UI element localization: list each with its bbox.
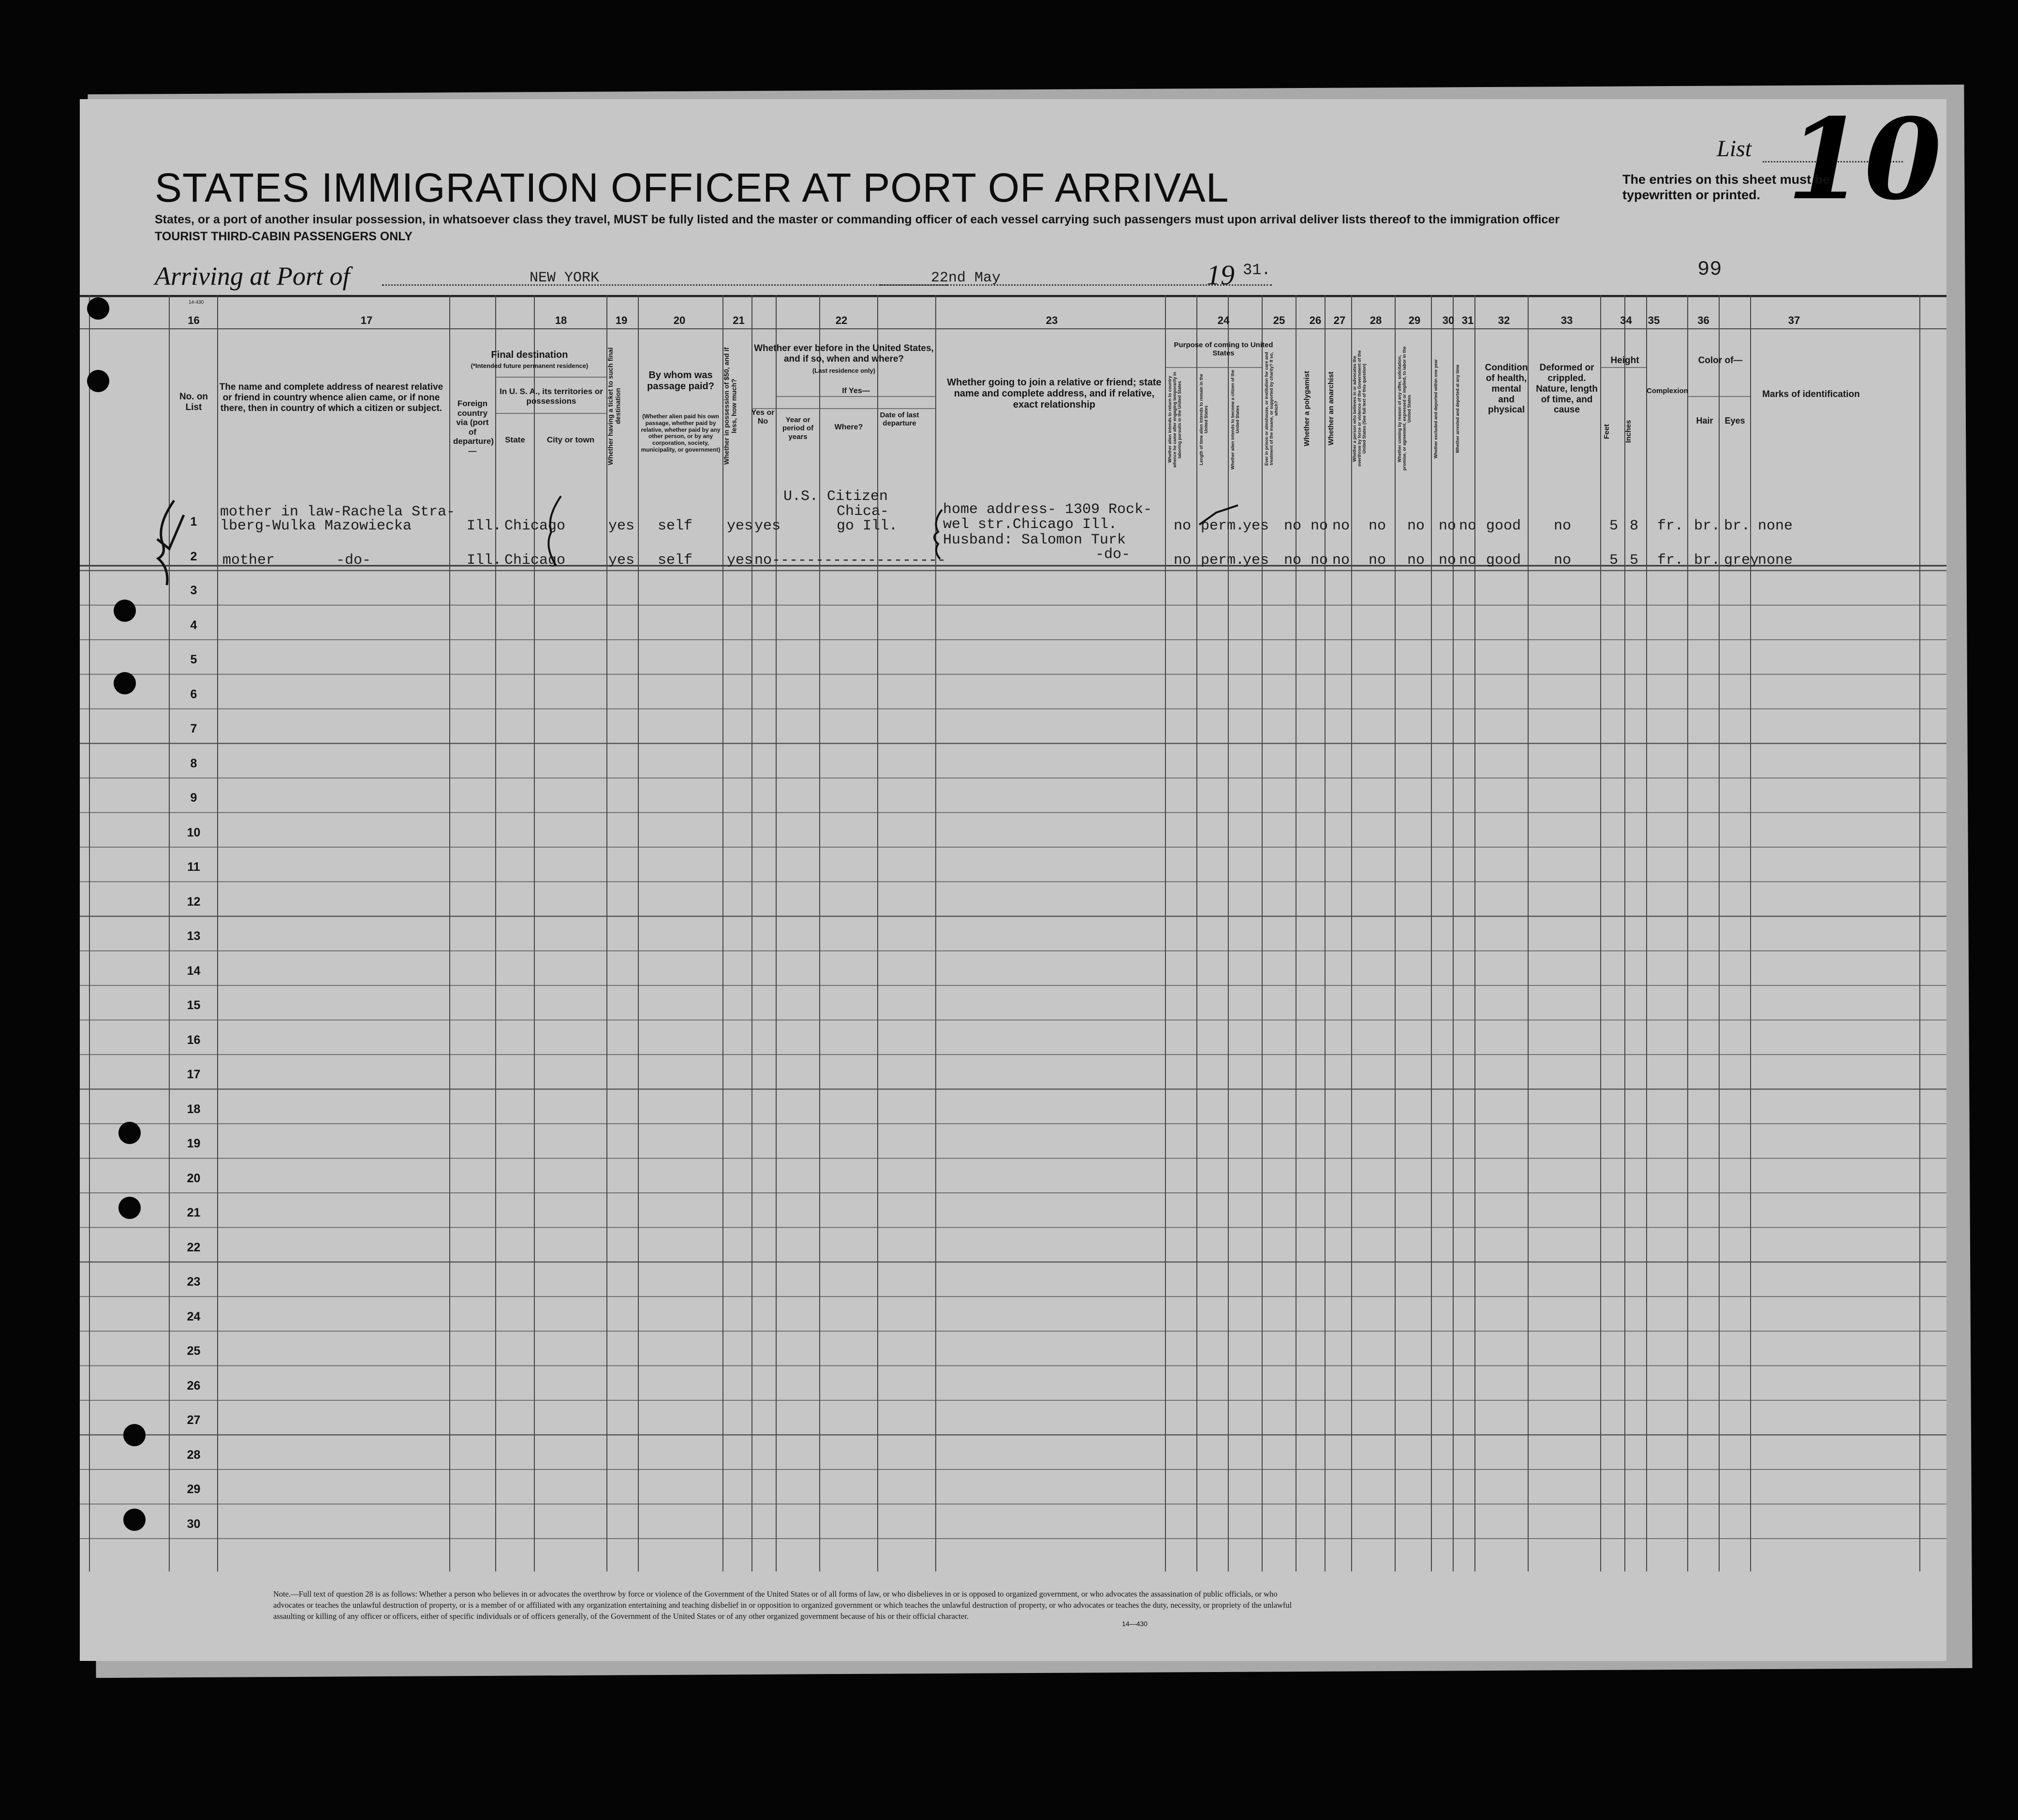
col-19-number: 19 xyxy=(615,314,628,326)
row2-joining-ditto: -do- xyxy=(1095,546,1131,563)
row1-state: Ill. xyxy=(467,518,502,534)
row-number: 13 xyxy=(187,929,201,943)
col-23-number: 23 xyxy=(1046,314,1058,326)
col-color-of: Color of— xyxy=(1698,355,1743,366)
col-deformed: Deformed or crippled. Nature, length of time, and cause xyxy=(1536,363,1598,415)
col-inches: Inches xyxy=(1624,420,1633,443)
row2-joining: Husband: Salomon Turk xyxy=(943,532,1126,548)
col-if-yes: If Yes— xyxy=(842,387,870,395)
col-25-number: 25 xyxy=(1273,314,1285,326)
row2-hair: br. xyxy=(1694,552,1721,569)
col-feet: Feet xyxy=(1603,424,1611,439)
row1-c28: no xyxy=(1369,518,1386,534)
col-arrested: Whether arrested and deported at any time xyxy=(1455,364,1460,453)
row2-feet: 5 xyxy=(1609,552,1619,569)
row2-c30: no xyxy=(1439,552,1457,569)
row2-passage: self xyxy=(658,552,693,569)
col-health: Condition of health, mental and physical xyxy=(1485,363,1528,415)
row1-where-line1: Chica- xyxy=(837,503,889,520)
col-final-destination: Final destination xyxy=(491,350,568,360)
col-complexion: Complexion xyxy=(1647,387,1688,395)
footer-note: Note.—Full text of question 28 is as follows: Whether a person who believes in or advocates the overthrow by force or violence of the Government of the United States or of all forms of law, or who disbelieves in or is opposed to organized government, or who advocates the assassination of public officials, or who advocates or teaches the unlawful destruction of property, or is a member of or affiliated with any organization entertaining and teaching disbelief in or opposition to organized government or which teaches the unlawful destruction of property, or who advocates or teaches the duty, necessity, or propriety of the unlawful assaulting or killing of any officer or officers, either of specific individuals or of officers generally, of the Government of the United States or of any other organized government because of his or their official character. xyxy=(273,1589,1292,1621)
row1-purpose-b: perm. xyxy=(1201,518,1245,534)
class-line: TOURIST THIRD-CABIN PASSENGERS ONLY xyxy=(155,230,412,243)
row1-eyes: br. xyxy=(1724,518,1751,534)
col-relative: The name and complete address of nearest relative or friend in country whence alien came, or if none there, then in country of which a citizen or subject. xyxy=(219,382,443,413)
col-marks: Marks of identification xyxy=(1762,389,1860,399)
col-eyes: Eyes xyxy=(1724,416,1745,426)
row2-c25: no xyxy=(1284,552,1302,569)
row2-deformed: no xyxy=(1554,552,1572,569)
col-37-number: 37 xyxy=(1788,314,1800,326)
col-35-number: 35 xyxy=(1648,314,1660,326)
punch-hole xyxy=(118,1197,141,1219)
manifest-sheet xyxy=(80,99,1946,1661)
row2-c31: no xyxy=(1459,552,1477,569)
row1-relative-line1: mother in law-Rachela Stra- xyxy=(220,504,456,520)
col-offer: Whether coming by reason of any offer, solicitation, promise, or agreement, expressed or implied, to labor in the United States xyxy=(1397,346,1412,471)
row-number: 14 xyxy=(187,964,201,978)
row1-c27: no xyxy=(1332,518,1350,534)
list-number: 10 xyxy=(1787,99,1942,225)
row1-purpose-c: yes xyxy=(1243,518,1269,534)
col-28-number: 28 xyxy=(1370,314,1382,326)
col-money: Whether in possession of $50, and if less, how much? xyxy=(722,347,738,465)
row2-purpose-b: perm. xyxy=(1201,552,1245,569)
entries-note: The entries on this sheet must be typewritten or printed. xyxy=(1622,172,1830,202)
row-number: 19 xyxy=(187,1137,201,1150)
form-id-bottom: 14—430 xyxy=(1122,1620,1148,1628)
row2-relative: mother xyxy=(222,552,275,569)
row1-money: yes xyxy=(727,518,753,534)
row-number: 6 xyxy=(190,687,197,701)
row-number: 16 xyxy=(187,1033,201,1047)
row2-complexion: fr. xyxy=(1657,552,1684,569)
row2-ticket: yes xyxy=(608,552,635,569)
row1-complexion: fr. xyxy=(1657,518,1684,534)
col-no-on-list: No. on List xyxy=(179,392,208,412)
row1-marks: none xyxy=(1758,518,1793,534)
row1-ticket: yes xyxy=(608,518,635,534)
row2-city: Chicago xyxy=(504,552,566,569)
year-suffix: 31. xyxy=(1243,261,1271,279)
check-mark xyxy=(1197,503,1240,532)
punch-hole xyxy=(123,1509,146,1531)
col-29-number: 29 xyxy=(1408,314,1421,326)
col-17-number: 17 xyxy=(360,314,373,326)
col-24-number: 24 xyxy=(1217,314,1230,326)
col-purpose: Purpose of coming to United States xyxy=(1174,341,1273,358)
row-number: 30 xyxy=(187,1517,201,1531)
punch-hole xyxy=(87,370,109,392)
row-number: 10 xyxy=(187,825,201,839)
col-33-number: 33 xyxy=(1561,314,1573,326)
punch-hole xyxy=(114,672,136,694)
col-27-number: 27 xyxy=(1333,314,1346,326)
row-number: 26 xyxy=(187,1379,201,1393)
row1-joining-line2: wel str.Chicago Ill. xyxy=(943,516,1118,533)
col-city: City or town xyxy=(546,435,595,444)
row-number: 15 xyxy=(187,998,201,1012)
row-number: 23 xyxy=(187,1275,201,1289)
row1-joining-line1: home address- 1309 Rock- xyxy=(943,501,1152,518)
row2-money: yes xyxy=(727,552,753,569)
brace-mark xyxy=(539,493,568,571)
col-21-number: 21 xyxy=(733,314,745,326)
port-fill-line xyxy=(382,284,948,286)
row1-before-us: yes xyxy=(754,518,781,534)
row2-purpose-c: yes xyxy=(1243,552,1269,569)
col-18-number: 18 xyxy=(555,314,567,326)
col-22-number: 22 xyxy=(835,314,848,326)
row2-c27: no xyxy=(1332,552,1350,569)
row-number: 25 xyxy=(187,1344,201,1358)
arriving-label: Arriving at Port of xyxy=(155,262,350,291)
col-excluded: Whether excluded and deported within one year xyxy=(1433,359,1438,458)
row1-relative-line2: lberg-Wulka Mazowiecka xyxy=(220,518,412,534)
row-number: 3 xyxy=(190,584,197,597)
row1-c25: no xyxy=(1284,518,1302,534)
col-hair: Hair xyxy=(1696,416,1713,426)
col-height: Height xyxy=(1610,355,1639,366)
brace-mark xyxy=(928,508,948,561)
row1-c31: no xyxy=(1459,518,1477,534)
row1-us-citizen: U.S. Citizen xyxy=(783,488,888,505)
col-where: Where? xyxy=(834,423,863,431)
row-number: 9 xyxy=(190,791,197,805)
page-subtitle: States, or a port of another insular possession, in whatsoever class they travel, MUST be fully listed and the master or commanding officer of each vessel carrying such passengers must upon arrival deliver lists thereof to the immigration officer xyxy=(155,213,1560,226)
row2-purpose-a: no xyxy=(1174,552,1192,569)
row1-hair: br. xyxy=(1694,518,1721,534)
col-passage: By whom was passage paid? xyxy=(647,370,714,392)
row-number: 18 xyxy=(187,1102,201,1116)
sheet-number: 99 xyxy=(1697,258,1722,281)
row-number: 17 xyxy=(187,1068,201,1081)
punch-hole xyxy=(118,1122,141,1144)
row-number: 2 xyxy=(190,550,197,563)
col-in-usa: In U. S. A., its territories or possessions xyxy=(500,387,603,406)
row-number: 22 xyxy=(187,1240,201,1254)
row-number: 27 xyxy=(187,1413,201,1427)
row-number: 24 xyxy=(187,1309,201,1323)
row2-before-us: no-------------------- xyxy=(754,552,946,569)
col-32-number: 32 xyxy=(1498,314,1510,326)
row-number: 28 xyxy=(187,1448,201,1462)
checkmark-brace-mark xyxy=(147,496,191,587)
row2-marks: none xyxy=(1758,552,1793,569)
row-number: 12 xyxy=(187,895,201,909)
punch-hole xyxy=(114,600,136,622)
page-title: STATES IMMIGRATION OFFICER AT PORT OF ARRIVAL xyxy=(155,165,1229,210)
col-polygamist: Whether a polygamist xyxy=(1303,371,1311,446)
col-purpose-c: Whether alien intends to become a citizen of the United States xyxy=(1230,369,1240,470)
row-number: 20 xyxy=(187,1171,201,1185)
row2-c26: no xyxy=(1311,552,1328,569)
row2-c29: no xyxy=(1407,552,1425,569)
row-number: 8 xyxy=(190,756,197,770)
row2-c28: no xyxy=(1369,552,1386,569)
row1-health: good xyxy=(1486,518,1521,534)
row2-inches: 5 xyxy=(1630,552,1639,569)
col-foreign-country: Foreign country via (port of departure)— xyxy=(453,399,494,455)
row-number: 5 xyxy=(190,653,197,666)
row2-state: Ill. xyxy=(467,552,502,569)
col-joining: Whether going to join a relative or friend; state name and complete address, and if relative, exact relationship xyxy=(947,377,1162,410)
col-passage-note: (Whether alien paid his own passage, whether paid by relative, whether paid by any other person, or by any corporation, society, municipality, or government) xyxy=(641,413,721,453)
col-26-number: 26 xyxy=(1309,314,1322,326)
col-overthrow: Whether a person who believes in or advocates the overthrow by force or violence of the Government of the United States (See full text of this question) xyxy=(1352,350,1367,467)
col-20-number: 20 xyxy=(673,314,686,326)
col-yes-no: Yes or No xyxy=(751,409,775,426)
row1-c30: no xyxy=(1439,518,1457,534)
col-state: State xyxy=(505,435,525,444)
row2-health: good xyxy=(1486,552,1521,569)
row1-city: Chicago xyxy=(504,518,566,534)
row1-passage: self xyxy=(658,518,693,534)
col-30-number: 30 xyxy=(1442,314,1455,326)
row-number: 1 xyxy=(190,515,197,528)
row1-c26: no xyxy=(1311,518,1328,534)
row-number: 4 xyxy=(190,618,197,632)
col-34-number: 34 xyxy=(1620,314,1632,326)
col-purpose-b: Length of time alien intends to remain in the United States xyxy=(1199,374,1208,466)
row-number: 7 xyxy=(190,722,197,735)
row1-deformed: no xyxy=(1554,518,1572,534)
row1-purpose-a: no xyxy=(1174,518,1192,534)
col-ticket: Whether having a ticket to such final destination xyxy=(606,347,622,465)
row-number: 29 xyxy=(187,1482,201,1496)
col-before-us-note: (Last residence only) xyxy=(812,367,876,374)
punch-hole xyxy=(87,297,109,320)
row1-feet: 5 xyxy=(1609,518,1619,534)
col-prison: Ever in prison or almshouse, or institution for care and treatment of the insane, or supported by charity? If so, which? xyxy=(1264,352,1279,466)
row-number: 11 xyxy=(187,860,200,874)
list-label: List xyxy=(1717,136,1752,161)
punch-hole xyxy=(123,1424,146,1446)
col-31-number: 31 xyxy=(1461,314,1474,326)
row2-relative-ditto: -do- xyxy=(336,552,371,569)
ruled-grid xyxy=(80,295,1946,1571)
date-value: 22nd May xyxy=(931,270,1001,286)
form-id-top: 14-430 xyxy=(189,300,204,305)
year-prefix: 19 xyxy=(1207,259,1235,291)
col-date-departure: Date of last departure xyxy=(880,411,919,428)
row2-eyes: grey xyxy=(1724,552,1759,569)
col-before-us: Whether ever before in the United States, and if so, when and where? xyxy=(754,343,934,364)
col-16-number: 16 xyxy=(188,314,200,326)
col-final-destination-note: (*Intended future permanent residence) xyxy=(471,362,589,369)
col-36-number: 36 xyxy=(1697,314,1709,326)
row1-c29: no xyxy=(1407,518,1425,534)
col-purpose-a: Whether alien intends to return to country whence he came after engaging temporarily in laboring pursuits in the United States xyxy=(1167,371,1182,468)
row1-inches: 8 xyxy=(1630,518,1639,534)
port-value: NEW YORK xyxy=(530,270,600,286)
col-anarchist: Whether an anarchist xyxy=(1327,371,1335,446)
row-number: 21 xyxy=(187,1206,201,1219)
col-year-period: Year or period of years xyxy=(782,416,814,441)
row1-where-line2: go Ill. xyxy=(837,518,898,534)
